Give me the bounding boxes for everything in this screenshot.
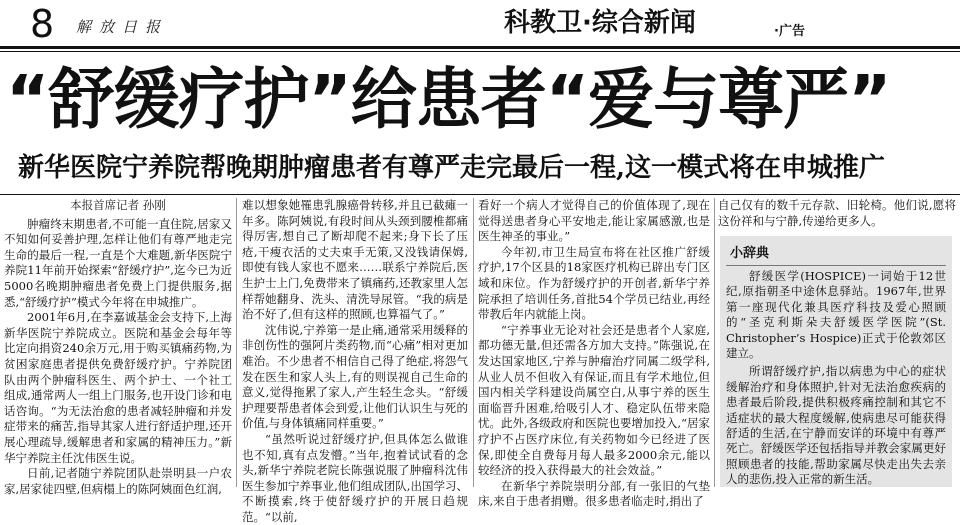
paragraph: 日前,记者随宁养院团队赴崇明县一户农家,居家徒四壁,但病榻上的陈阿姨面色红润, [4, 466, 232, 496]
paragraph: 在新华宁养院崇明分部,有一张旧的气垫床,来自于患者捐赠。很多患者临走时,捐出了 [478, 478, 710, 509]
page-number: 8 [30, 2, 55, 46]
glossary-paragraph: 所谓舒缓疗护,指以病患为中心的症状缓解治疗和身体照护,针对无法治愈疾病的患者最后阶段,提供积极疼痛控制和其它不适症状的最大程度缓解,使病患尽可能获得舒适的生活,在宁静而安详的环境中有尊严死亡。舒缓医学还包括指导并教会家属更好照顾患者的技能,帮助家属尽快走出失去亲人的悲伤,投入正常的新生活。 [726, 364, 946, 487]
column-divider [236, 198, 237, 487]
column-divider [473, 198, 474, 487]
header-rule-thin [0, 51, 960, 52]
paragraph: “虽然听说过舒缓疗护,但具体怎么做谁也不知,真有点发懵。”当年,抱着试试看的念头,新华宁养院老院长陈强说服了肿瘤科沈伟医生参加宁养事业,他们组成团队,出国学习、不断摸索,终于使舒缓疗护的开展日趋规范。“以前, [242, 431, 468, 524]
glossary-rule [726, 265, 946, 266]
glossary-box [720, 236, 952, 487]
article-column-1 [4, 198, 232, 496]
column-divider [714, 198, 715, 487]
byline: 本报首席记者 孙刚 [70, 198, 166, 212]
paragraph: 2001年6月,在李嘉诚基金会支持下,上海新华医院宁养院成立。医院和基金会每年等比定向捐资240余万元,用于购买镇痛药物,为贫困家庭患者提供免费舒缓疗护。宁养院团队由两个肿瘤科医生、两个护士、一个社工组成,通常两人一组上门服务,也开设门诊和电话咨询。“为无法治愈的患者减轻肿瘤和并发症带来的痛苦,指导其家人进行舒适护理,还开展心理疏导,缓解患者和家属的精神压力。”新华宁养院主任沈伟医生说。 [4, 310, 232, 465]
section-title: 科教卫·综合新闻 [504, 8, 696, 38]
newspaper-masthead: 解放日报 [76, 18, 169, 36]
header-rule [0, 46, 960, 49]
article-column-2 [242, 198, 468, 524]
glossary-paragraph: 舒缓医学(HOSPICE)一词始于12世纪,原指朝圣中途休息驿站。1967年,世界第一座现代化兼具医疗科技及爱心照顾的“圣克利斯朵夫舒缓医学医院”(St. Christopher’s Hospice)正式于伦敦郊区建立。 [726, 269, 946, 361]
article-column-3 [478, 198, 710, 509]
paragraph: 自己仅有的数千元存款、旧轮椅。他们说,愿将这份祥和与宁静,传递给更多人。 [718, 198, 956, 228]
paragraph: “宁养事业无论对社会还是患者个人家庭,都功德无量,但还需各方加大支持。”陈强说,在发达国家地区,宁养与肿瘤治疗同属二级学科,从业人员不但收入有保证,而且有学术地位,但国内相关学科建设尚属空白,从事宁养的医生面临晋升困难,给吸引人才、稳定队伍带来隐忧。此外,各级政府和医院也要增加投入,“居家疗护不占医疗床位,有关药物如今已经进了医保,即使全自费每月每人最多2000余元,能以较经济的投入获得最大的社会效益。” [478, 322, 710, 478]
glossary-title: 小辞典 [730, 246, 770, 261]
paragraph: 今年初,市卫生局宣布将在社区推广舒缓疗护,17个区县的18家医疗机构已辟出专门区域和床位。作为舒缓疗护的开创者,新华宁养院承担了培训任务,首批54个学员已结业,再经带教后年内就能上岗。 [478, 244, 710, 322]
paragraph: 沈伟说,宁养第一是止痛,通常采用缓释的非创伤性的强阿片类药物,而“心痛”相对更加难治。不少患者不相信自己得了绝症,将怨气发在医生和家人头上,有的则误视自己生命的意义,觉得拖累了家人,产生轻生念头。“舒缓护理要帮患者体会到爱,让他们认识生与死的价值,与身体镇痛同样重要。” [242, 322, 468, 431]
ad-label: ·广告 [774, 24, 805, 39]
subheadline: 新华医院宁养院帮晚期肿瘤患者有尊严走完最后一程,这一模式将在申城推广 [18, 153, 886, 183]
subhead-rule [0, 194, 960, 195]
paragraph: 看好一个病人才觉得自己的价值体现了,现在觉得送患者身心平安地走,能让家属感激,也是医生神圣的事业。” [478, 198, 710, 244]
paragraph: 难以想象她罹患乳腺癌骨转移,并且已截瘫一年多。陈阿姨说,有段时间从头颈到腰椎都痛得厉害,想自己了断却爬不起来;身下长了压疮,干瘦衣活的丈夫束手无策,又没钱请保姆,即使有钱人家也不愿来……联系宁养院后,医生护士上门,免费带来了镇痛药,还教家里人怎样帮她翻身、洗头、清洗导尿管。“我的病是治不好了,但有这样的照顾,也算福气了。” [242, 198, 468, 322]
headline: “舒缓疗护”给患者“爱与尊严” [6, 61, 891, 138]
paragraph: 肿瘤终末期患者,不可能一直住院,居家又不知如何妥善护理,怎样让他们有尊严地走完生命的最后一程,一直是个大难题,新华医院宁养院11年前开始探索“舒缓疗护”,迄今已为近5000名晚期肿瘤患者免费上门提供服务,据悉,“舒缓疗护”模式今年将在申城推广。 [4, 216, 232, 309]
